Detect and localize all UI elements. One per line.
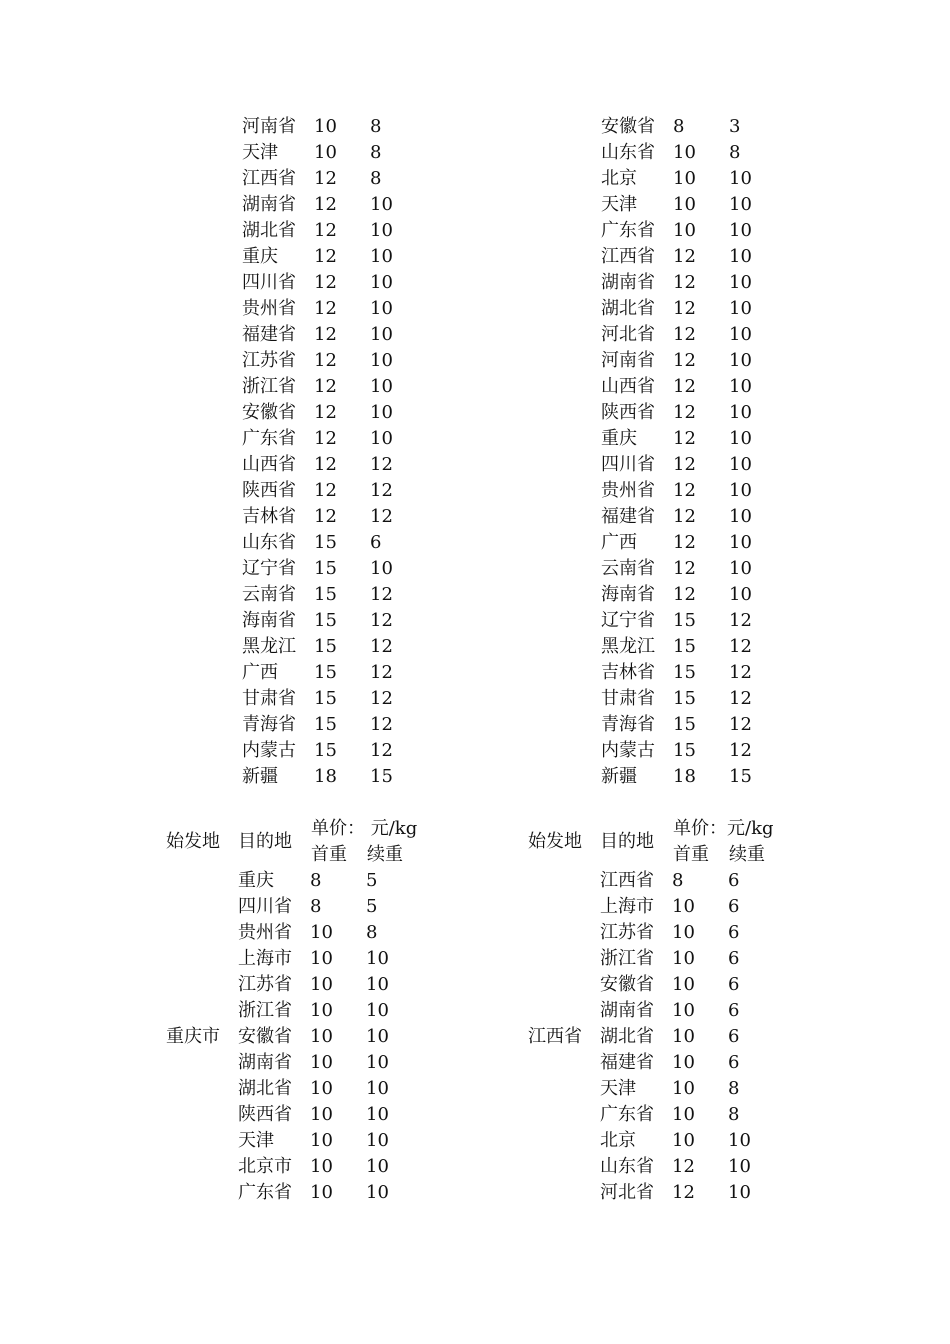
next-weight-cell: 10 (729, 168, 752, 189)
next-weight-cell: 8 (728, 1104, 740, 1125)
destination-header: 目的地 (238, 831, 292, 852)
destination-cell: 湖北省 (238, 1078, 292, 1099)
first-weight-cell: 15 (673, 610, 696, 631)
next-weight-cell: 10 (729, 246, 752, 267)
destination-cell: 四川省 (238, 896, 292, 917)
destination-cell: 湖北省 (242, 220, 296, 241)
next-weight-cell: 10 (366, 1052, 389, 1073)
first-weight-cell: 12 (673, 350, 696, 371)
next-weight-cell: 10 (729, 350, 752, 371)
next-weight-cell: 10 (729, 194, 752, 215)
first-weight-cell: 15 (673, 636, 696, 657)
next-weight-cell: 10 (729, 584, 752, 605)
destination-cell: 福建省 (600, 1052, 654, 1073)
destination-cell: 福建省 (601, 506, 655, 527)
destination-cell: 广东省 (601, 220, 655, 241)
first-weight-cell: 12 (673, 480, 696, 501)
first-weight-cell: 15 (314, 636, 337, 657)
first-weight-cell: 12 (673, 532, 696, 553)
destination-cell: 安徽省 (238, 1026, 292, 1047)
first-weight-header: 首重 (311, 844, 347, 865)
next-weight-cell: 12 (729, 714, 752, 735)
destination-cell: 山东省 (600, 1156, 654, 1177)
next-weight-cell: 10 (728, 1130, 751, 1151)
destination-cell: 河南省 (242, 116, 296, 137)
next-weight-cell: 10 (729, 506, 752, 527)
next-weight-header: 续重 (367, 844, 403, 865)
destination-cell: 内蒙古 (601, 740, 655, 761)
first-weight-cell: 10 (672, 948, 695, 969)
destination-cell: 河北省 (601, 324, 655, 345)
next-weight-header: 续重 (729, 844, 765, 865)
destination-cell: 陕西省 (601, 402, 655, 423)
destination-cell: 辽宁省 (601, 610, 655, 631)
first-weight-cell: 10 (310, 948, 333, 969)
first-weight-cell: 12 (314, 194, 337, 215)
next-weight-cell: 10 (366, 1156, 389, 1177)
next-weight-cell: 6 (728, 974, 740, 995)
first-weight-cell: 15 (673, 740, 696, 761)
first-weight-cell: 12 (314, 168, 337, 189)
next-weight-cell: 12 (370, 454, 393, 475)
first-weight-cell: 10 (310, 1052, 333, 1073)
origin-province: 江西省 (528, 1026, 582, 1047)
first-weight-cell: 12 (673, 506, 696, 527)
first-weight-cell: 12 (673, 272, 696, 293)
destination-cell: 四川省 (242, 272, 296, 293)
first-weight-cell: 12 (314, 428, 337, 449)
first-weight-cell: 18 (673, 766, 696, 787)
origin-header: 始发地 (528, 831, 582, 852)
next-weight-cell: 10 (366, 1000, 389, 1021)
first-weight-cell: 12 (673, 376, 696, 397)
next-weight-cell: 10 (729, 428, 752, 449)
destination-cell: 海南省 (242, 610, 296, 631)
first-weight-cell: 12 (314, 350, 337, 371)
first-weight-cell: 12 (672, 1182, 695, 1203)
next-weight-cell: 8 (370, 116, 382, 137)
next-weight-cell: 6 (728, 948, 740, 969)
destination-cell: 河北省 (600, 1182, 654, 1203)
first-weight-cell: 12 (673, 428, 696, 449)
destination-cell: 江苏省 (600, 922, 654, 943)
next-weight-cell: 10 (729, 454, 752, 475)
destination-cell: 江西省 (242, 168, 296, 189)
destination-cell: 山西省 (242, 454, 296, 475)
destination-cell: 贵州省 (601, 480, 655, 501)
destination-cell: 江西省 (600, 870, 654, 891)
first-weight-cell: 15 (314, 688, 337, 709)
first-weight-cell: 12 (314, 480, 337, 501)
next-weight-cell: 12 (370, 636, 393, 657)
first-weight-cell: 12 (672, 1156, 695, 1177)
destination-cell: 重庆 (242, 246, 278, 267)
next-weight-cell: 3 (729, 116, 741, 137)
first-weight-cell: 10 (673, 220, 696, 241)
first-weight-cell: 10 (310, 1156, 333, 1177)
destination-cell: 上海市 (600, 896, 654, 917)
destination-cell: 新疆 (242, 766, 278, 787)
destination-cell: 广东省 (600, 1104, 654, 1125)
destination-cell: 海南省 (601, 584, 655, 605)
first-weight-cell: 12 (314, 402, 337, 423)
next-weight-cell: 10 (366, 1026, 389, 1047)
first-weight-cell: 18 (314, 766, 337, 787)
first-weight-cell: 10 (672, 974, 695, 995)
destination-cell: 安徽省 (242, 402, 296, 423)
next-weight-cell: 6 (728, 922, 740, 943)
destination-cell: 甘肃省 (601, 688, 655, 709)
next-weight-cell: 5 (366, 896, 378, 917)
next-weight-cell: 10 (729, 532, 752, 553)
destination-cell: 安徽省 (600, 974, 654, 995)
next-weight-cell: 12 (370, 584, 393, 605)
first-weight-cell: 12 (314, 506, 337, 527)
next-weight-cell: 10 (366, 948, 389, 969)
destination-cell: 浙江省 (600, 948, 654, 969)
first-weight-cell: 12 (314, 454, 337, 475)
first-weight-cell: 12 (673, 324, 696, 345)
first-weight-cell: 10 (672, 1052, 695, 1073)
next-weight-cell: 8 (729, 142, 741, 163)
unit-price-header: 单价：元/kg (673, 818, 774, 839)
destination-cell: 北京 (600, 1130, 636, 1151)
destination-cell: 内蒙古 (242, 740, 296, 761)
next-weight-cell: 6 (370, 532, 382, 553)
next-weight-cell: 12 (370, 506, 393, 527)
next-weight-cell: 12 (370, 740, 393, 761)
destination-cell: 广东省 (238, 1182, 292, 1203)
next-weight-cell: 10 (729, 324, 752, 345)
first-weight-cell: 15 (314, 610, 337, 631)
next-weight-cell: 10 (370, 558, 393, 579)
destination-cell: 重庆 (601, 428, 637, 449)
first-weight-cell: 10 (673, 168, 696, 189)
destination-cell: 湖南省 (238, 1052, 292, 1073)
first-weight-cell: 15 (314, 740, 337, 761)
origin-city: 重庆市 (166, 1026, 220, 1047)
rate-table-jiangxi (528, 816, 888, 1216)
first-weight-cell: 10 (310, 1104, 333, 1125)
next-weight-cell: 10 (729, 272, 752, 293)
origin-header: 始发地 (166, 831, 220, 852)
next-weight-cell: 10 (370, 376, 393, 397)
next-weight-cell: 10 (370, 324, 393, 345)
next-weight-cell: 12 (370, 714, 393, 735)
first-weight-cell: 10 (672, 1026, 695, 1047)
next-weight-cell: 10 (729, 558, 752, 579)
first-weight-cell: 12 (673, 454, 696, 475)
destination-cell: 山东省 (601, 142, 655, 163)
first-weight-cell: 12 (314, 246, 337, 267)
destination-cell: 吉林省 (601, 662, 655, 683)
next-weight-cell: 8 (370, 168, 382, 189)
destination-cell: 湖南省 (600, 1000, 654, 1021)
next-weight-cell: 10 (366, 1182, 389, 1203)
next-weight-cell: 10 (370, 194, 393, 215)
first-weight-header: 首重 (673, 844, 709, 865)
next-weight-cell: 10 (366, 1104, 389, 1125)
destination-cell: 河南省 (601, 350, 655, 371)
next-weight-cell: 8 (728, 1078, 740, 1099)
first-weight-cell: 12 (314, 272, 337, 293)
destination-cell: 江苏省 (242, 350, 296, 371)
next-weight-cell: 10 (729, 402, 752, 423)
first-weight-cell: 12 (673, 246, 696, 267)
next-weight-cell: 10 (366, 974, 389, 995)
first-weight-cell: 15 (314, 558, 337, 579)
first-weight-cell: 10 (314, 142, 337, 163)
next-weight-cell: 15 (729, 766, 752, 787)
destination-cell: 北京 (601, 168, 637, 189)
destination-cell: 北京市 (238, 1156, 292, 1177)
first-weight-cell: 10 (314, 116, 337, 137)
next-weight-cell: 10 (366, 1078, 389, 1099)
next-weight-cell: 10 (729, 376, 752, 397)
first-weight-cell: 12 (673, 402, 696, 423)
first-weight-cell: 10 (672, 922, 695, 943)
next-weight-cell: 10 (370, 428, 393, 449)
next-weight-cell: 10 (370, 272, 393, 293)
next-weight-cell: 12 (729, 636, 752, 657)
next-weight-cell: 10 (729, 220, 752, 241)
destination-cell: 贵州省 (238, 922, 292, 943)
destination-cell: 天津 (601, 194, 637, 215)
first-weight-cell: 15 (673, 714, 696, 735)
first-weight-cell: 10 (310, 1000, 333, 1021)
first-weight-cell: 15 (314, 714, 337, 735)
destination-cell: 湖北省 (600, 1026, 654, 1047)
first-weight-cell: 8 (310, 870, 322, 891)
next-weight-cell: 10 (370, 246, 393, 267)
rate-table-chongqing (166, 816, 526, 1216)
next-weight-cell: 10 (729, 480, 752, 501)
first-weight-cell: 8 (673, 116, 685, 137)
destination-cell: 湖北省 (601, 298, 655, 319)
next-weight-cell: 8 (366, 922, 378, 943)
first-weight-cell: 15 (314, 662, 337, 683)
destination-cell: 广东省 (242, 428, 296, 449)
destination-cell: 上海市 (238, 948, 292, 969)
destination-cell: 山东省 (242, 532, 296, 553)
destination-cell: 山西省 (601, 376, 655, 397)
first-weight-cell: 10 (673, 194, 696, 215)
first-weight-cell: 10 (672, 896, 695, 917)
destination-cell: 黑龙江 (601, 636, 655, 657)
destination-cell: 福建省 (242, 324, 296, 345)
first-weight-cell: 10 (672, 1130, 695, 1151)
destination-cell: 贵州省 (242, 298, 296, 319)
first-weight-cell: 10 (310, 1026, 333, 1047)
destination-cell: 江苏省 (238, 974, 292, 995)
first-weight-cell: 10 (310, 922, 333, 943)
destination-cell: 吉林省 (242, 506, 296, 527)
destination-cell: 四川省 (601, 454, 655, 475)
next-weight-cell: 12 (729, 662, 752, 683)
next-weight-cell: 10 (729, 298, 752, 319)
first-weight-cell: 15 (673, 662, 696, 683)
first-weight-cell: 10 (310, 1130, 333, 1151)
next-weight-cell: 6 (728, 1026, 740, 1047)
first-weight-cell: 12 (314, 324, 337, 345)
next-weight-cell: 6 (728, 1052, 740, 1073)
next-weight-cell: 5 (366, 870, 378, 891)
first-weight-cell: 15 (314, 532, 337, 553)
first-weight-cell: 12 (314, 220, 337, 241)
next-weight-cell: 15 (370, 766, 393, 787)
next-weight-cell: 12 (370, 688, 393, 709)
unit-price-header: 单价： 元/kg (311, 818, 418, 839)
next-weight-cell: 12 (729, 610, 752, 631)
next-weight-cell: 10 (366, 1130, 389, 1151)
destination-cell: 辽宁省 (242, 558, 296, 579)
first-weight-cell: 8 (672, 870, 684, 891)
destination-cell: 黑龙江 (242, 636, 296, 657)
next-weight-cell: 8 (370, 142, 382, 163)
next-weight-cell: 6 (728, 1000, 740, 1021)
destination-cell: 湖南省 (242, 194, 296, 215)
next-weight-cell: 10 (370, 220, 393, 241)
destination-cell: 重庆 (238, 870, 274, 891)
destination-cell: 陕西省 (242, 480, 296, 501)
first-weight-cell: 12 (673, 584, 696, 605)
next-weight-cell: 10 (370, 298, 393, 319)
first-weight-cell: 10 (310, 1182, 333, 1203)
destination-cell: 浙江省 (242, 376, 296, 397)
next-weight-cell: 10 (728, 1156, 751, 1177)
destination-cell: 广西 (601, 532, 637, 553)
first-weight-cell: 12 (314, 298, 337, 319)
first-weight-cell: 10 (672, 1000, 695, 1021)
next-weight-cell: 12 (370, 480, 393, 501)
destination-cell: 青海省 (242, 714, 296, 735)
destination-cell: 青海省 (601, 714, 655, 735)
next-weight-cell: 12 (370, 610, 393, 631)
destination-cell: 云南省 (242, 584, 296, 605)
first-weight-cell: 12 (673, 298, 696, 319)
destination-cell: 广西 (242, 662, 278, 683)
first-weight-cell: 12 (673, 558, 696, 579)
destination-cell: 天津 (242, 142, 278, 163)
first-weight-cell: 10 (310, 1078, 333, 1099)
next-weight-cell: 12 (729, 688, 752, 709)
destination-header: 目的地 (600, 831, 654, 852)
destination-cell: 甘肃省 (242, 688, 296, 709)
destination-cell: 浙江省 (238, 1000, 292, 1021)
next-weight-cell: 6 (728, 896, 740, 917)
destination-cell: 陕西省 (238, 1104, 292, 1125)
first-weight-cell: 15 (314, 584, 337, 605)
destination-cell: 天津 (600, 1078, 636, 1099)
first-weight-cell: 10 (310, 974, 333, 995)
next-weight-cell: 12 (370, 662, 393, 683)
first-weight-cell: 10 (672, 1078, 695, 1099)
next-weight-cell: 12 (729, 740, 752, 761)
first-weight-cell: 12 (314, 376, 337, 397)
first-weight-cell: 15 (673, 688, 696, 709)
next-weight-cell: 6 (728, 870, 740, 891)
first-weight-cell: 8 (310, 896, 322, 917)
destination-cell: 云南省 (601, 558, 655, 579)
destination-cell: 新疆 (601, 766, 637, 787)
destination-cell: 天津 (238, 1130, 274, 1151)
first-weight-cell: 10 (672, 1104, 695, 1125)
next-weight-cell: 10 (370, 402, 393, 423)
first-weight-cell: 10 (673, 142, 696, 163)
next-weight-cell: 10 (728, 1182, 751, 1203)
next-weight-cell: 10 (370, 350, 393, 371)
destination-cell: 安徽省 (601, 116, 655, 137)
destination-cell: 湖南省 (601, 272, 655, 293)
destination-cell: 江西省 (601, 246, 655, 267)
